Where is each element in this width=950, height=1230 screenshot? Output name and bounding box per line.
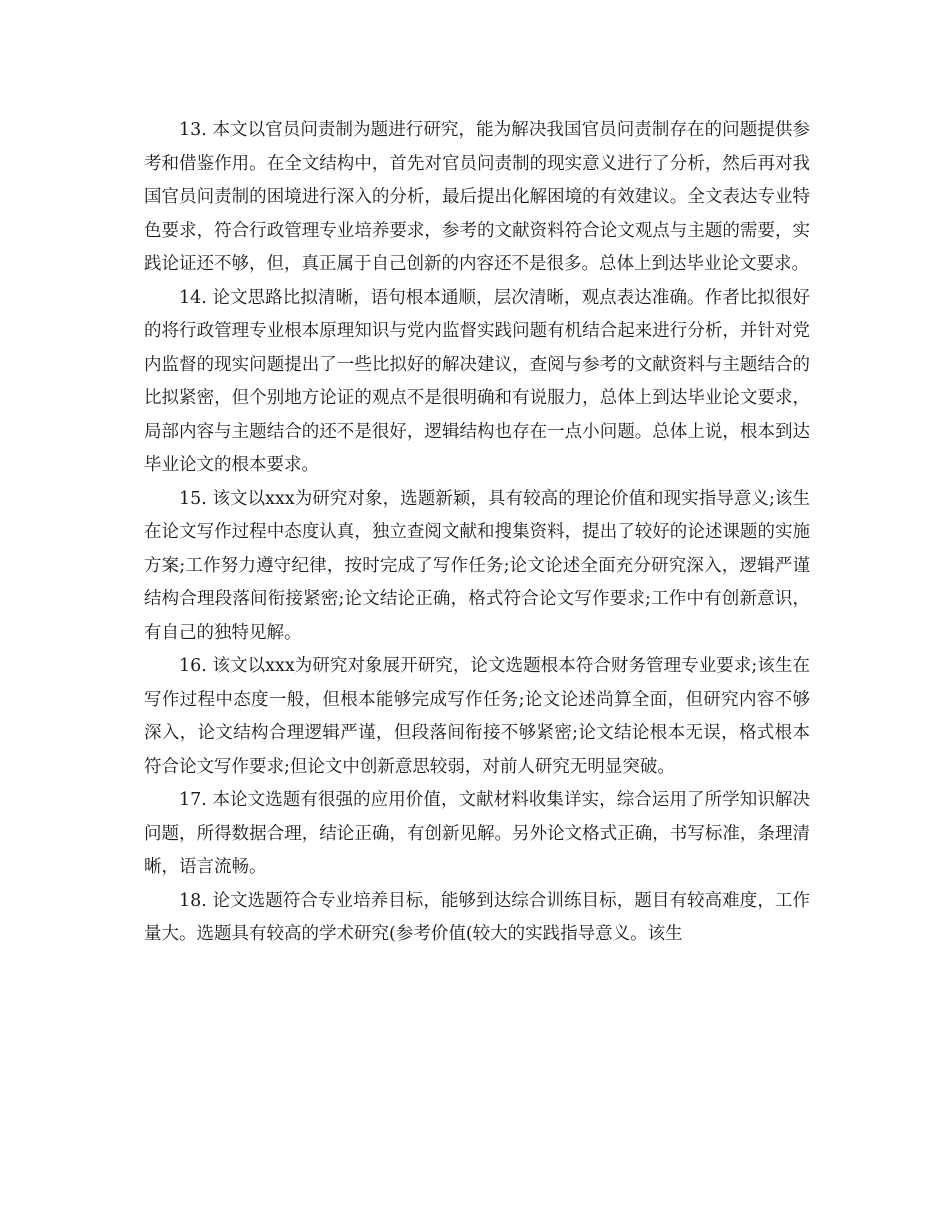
document-body: [144, 114, 810, 952]
paragraph-13: 13. 本文以官员问责制为题进行研究，能为解决我国官员问责制存在的问题提供参考和借鉴作用。在全文结构中，首先对官员问责制的现实意义进行了分析，然后再对我国官员问责制的困境进行深入的分析，最后提出化解困境的有效建议。全文表达专业特色要求，符合行政管理专业培养要求，参考的文献资料符合论文观点与主题的需要，实践论证还不够，但，真正属于自己创新的内容还不是很多。总体上到达毕业论文要求。: [144, 120, 810, 274]
paragraph-16: 16. 该文以xxx为研究对象展开研究，论文选题根本符合财务管理专业要求;该生在写作过程中态度一般，但根本能够完成写作任务;论文论述尚算全面，但研究内容不够深入，论文结构合理逻辑严谨，但段落间衔接不够紧密;论文结论根本无误，格式根本符合论文写作要求;但论文中创新意思较弱，对前人研究无明显突破。: [144, 656, 810, 777]
paragraph-18: 18. 论文选题符合专业培养目标，能够到达综合训练目标，题目有较高难度，工作量大。选题具有较高的学术研究(参考价值(较大的实践指导意义。该生: [144, 890, 810, 944]
paragraph-15: 15. 该文以xxx为研究对象，选题新颖，具有较高的理论价值和现实指导意义;该生在论文写作过程中态度认真，独立查阅文献和搜集资料，提出了较好的论述课题的实施方案;工作努力遵守纪律，按时完成了写作任务;论文论述全面充分研究深入，逻辑严谨结构合理段落间衔接紧密;论文结论正确，格式符合论文写作要求;工作中有创新意识，有自己的独特见解。: [144, 488, 810, 643]
paragraph-14: 14. 论文思路比拟清晰，语句根本通顺，层次清晰，观点表达准确。作者比拟很好的将行政管理专业根本原理知识与党内监督实践问题有机结合起来进行分析，并针对党内监督的现实问题提出了一些比拟好的解决建议，查阅与参考的文献资料与主题结合的比拟紧密，但个别地方论证的观点不是很明确和有说服力，总体上到达毕业论文要求，局部内容与主题结合的还不是很好，逻辑结构也存在一点小问题。总体上说，根本到达毕业论文的根本要求。: [144, 287, 810, 475]
paragraph-17: 17. 本论文选题有很强的应用价值，文献材料收集详实，综合运用了所学知识解决问题，所得数据合理，结论正确，有创新见解。另外论文格式正确，书写标准，条理清晰，语言流畅。: [144, 790, 810, 877]
